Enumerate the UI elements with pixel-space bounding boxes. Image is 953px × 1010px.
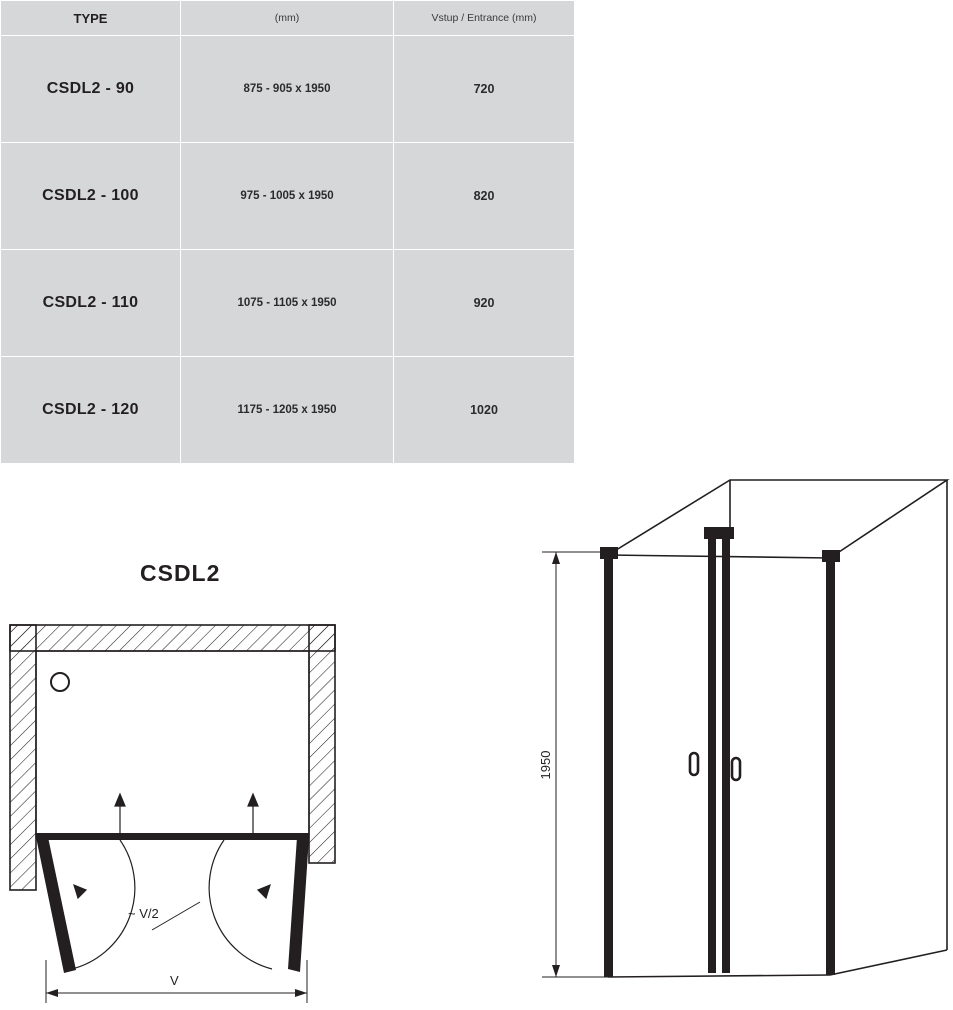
column-header-dimensions: (mm) xyxy=(181,1,394,36)
width-label: V xyxy=(170,973,179,988)
swing-arc-right xyxy=(209,840,272,969)
door-leaf-left xyxy=(36,837,76,973)
table-row xyxy=(1,250,575,357)
perspective-view-drawing xyxy=(500,455,953,1010)
profile-center-right xyxy=(722,533,730,973)
cell-dimensions: 975 - 1005 x 1950 xyxy=(181,143,394,250)
table-header xyxy=(1,1,575,36)
table-row xyxy=(1,36,575,143)
specification-table xyxy=(0,0,575,464)
swing-arc-left xyxy=(72,840,135,969)
cell-dimensions: 1075 - 1105 x 1950 xyxy=(181,250,394,357)
vertical-profiles xyxy=(604,533,835,977)
enclosure-outline xyxy=(36,651,309,837)
cell-entrance: 820 xyxy=(394,143,575,250)
cell-entrance: 920 xyxy=(394,250,575,357)
profile-right xyxy=(826,556,835,975)
cell-type: CSDL2 - 120 xyxy=(1,357,181,464)
plan-view-drawing xyxy=(0,600,400,1010)
cell-dimensions: 875 - 905 x 1950 xyxy=(181,36,394,143)
half-width-dimension xyxy=(152,902,200,930)
wall-hatching xyxy=(10,625,335,890)
cell-type: CSDL2 - 110 xyxy=(1,250,181,357)
swing-direction-arrows xyxy=(74,794,270,898)
half-width-label: ~ V/2 xyxy=(128,906,159,921)
table-header-row xyxy=(1,1,575,36)
cell-type: CSDL2 - 100 xyxy=(1,143,181,250)
table-row xyxy=(1,143,575,250)
table-body xyxy=(1,36,575,464)
enclosure-box xyxy=(608,480,947,977)
column-header-entrance: Vstup / Entrance (mm) xyxy=(394,1,575,36)
height-label: 1950 xyxy=(538,750,553,780)
cell-entrance: 1020 xyxy=(394,357,575,464)
table-row xyxy=(1,357,575,464)
detail-circle-marker xyxy=(51,673,69,691)
profile-center-left xyxy=(708,533,716,973)
column-header-type: TYPE xyxy=(1,1,181,36)
cell-entrance: 720 xyxy=(394,36,575,143)
plan-view-title: CSDL2 xyxy=(140,560,221,586)
cell-dimensions: 1175 - 1205 x 1950 xyxy=(181,357,394,464)
fixed-panel-bar xyxy=(36,833,309,840)
door-leaf-right xyxy=(288,837,309,972)
profile-left xyxy=(604,553,613,977)
cell-type: CSDL2 - 90 xyxy=(1,36,181,143)
